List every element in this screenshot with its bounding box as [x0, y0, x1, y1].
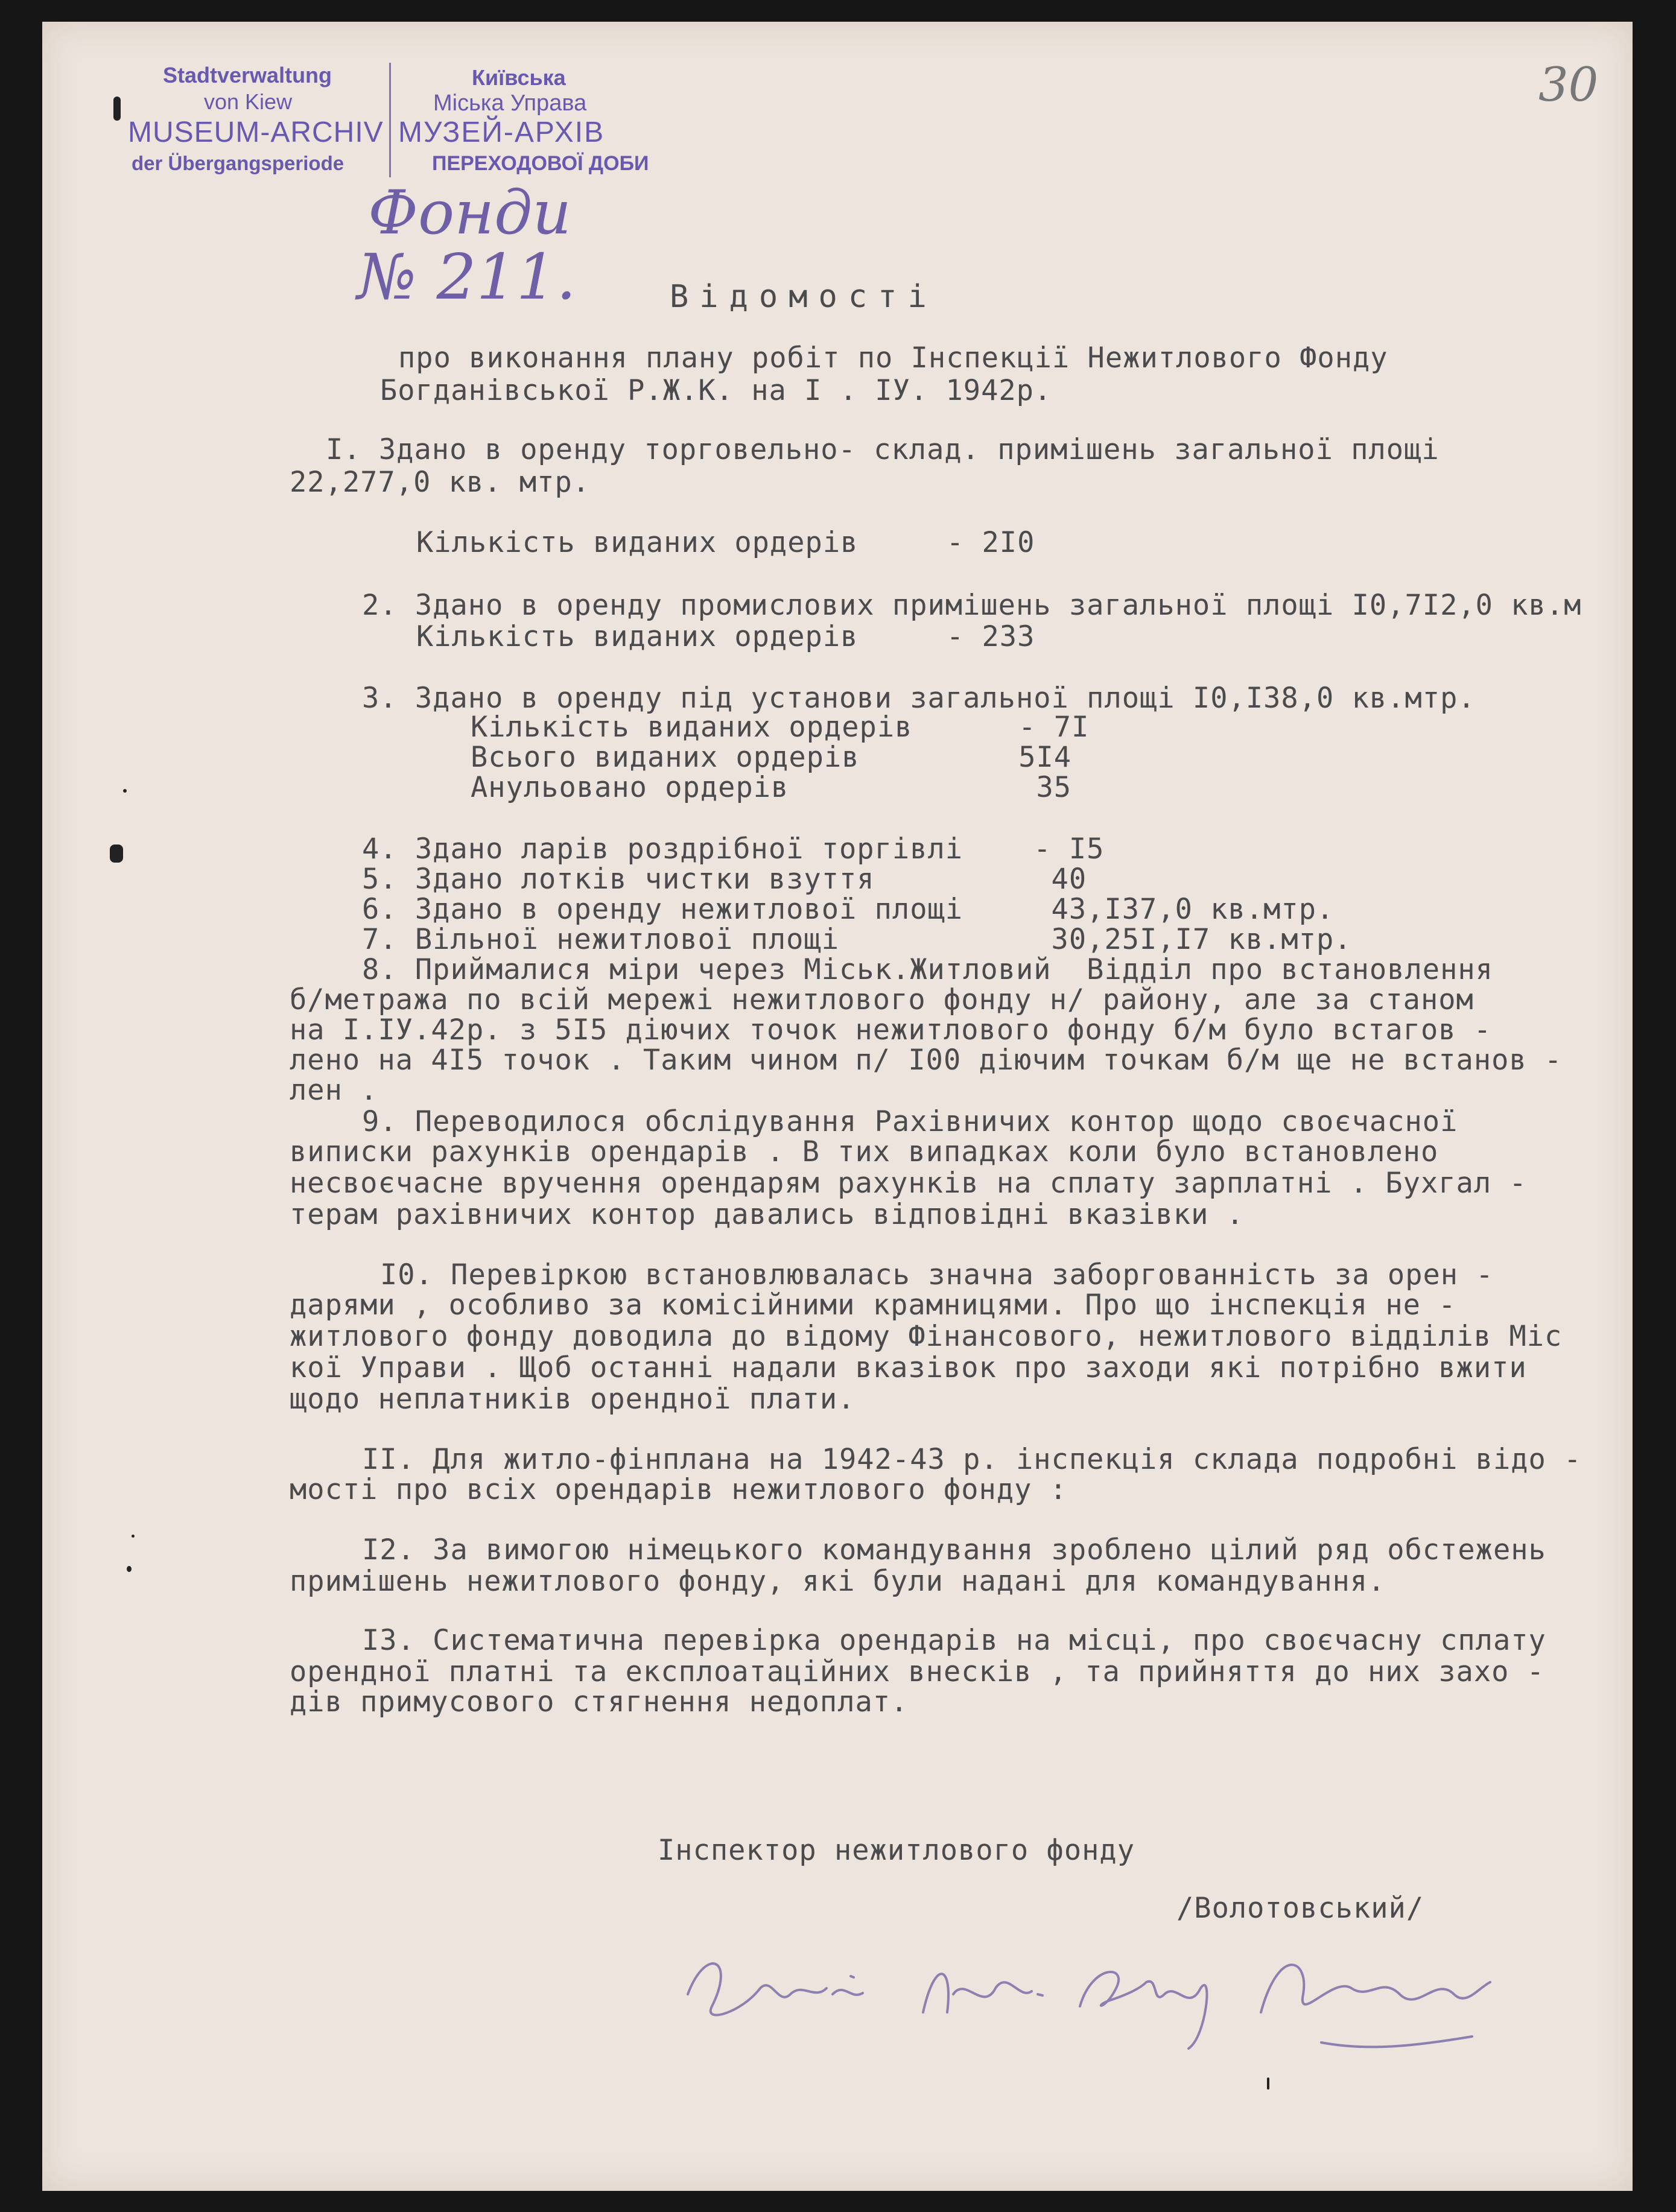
body-line: щодо неплатників орендної плати.: [290, 1383, 855, 1416]
stamp-left-line: der Übergangsperiode: [132, 152, 344, 174]
subtitle-line: Богданівської Р.Ж.К. на І . ІУ. 1942р.: [380, 374, 1052, 407]
body-line: Всього виданих ордерів 5І4: [471, 741, 1072, 774]
paper-speck: [123, 789, 127, 793]
body-line: Анульовано ордерів 35: [471, 771, 1072, 804]
body-line: виписки рахунків орендарів . В тих випадках коли було встановлено: [290, 1135, 1439, 1168]
stamp-right-line: МУЗЕЙ-АРХІВ: [398, 116, 605, 148]
body-line: 3. Здано в оренду під установи загальної площі І0,І38,0 кв.мтр.: [362, 682, 1476, 715]
body-line: 2. Здано в оренду промислових примішень загальної площі І0,7І2,0 кв.м: [362, 589, 1582, 622]
stamp-left-line: Stadtverwaltung: [163, 63, 332, 87]
stamp-right-line: ПЕРЕХОДОВОЇ ДОБИ: [432, 152, 649, 175]
body-line: Кількість виданих ордерів - 233: [416, 620, 1035, 653]
paper-speck: [1267, 2077, 1269, 2090]
body-line: ІЗ. Систематична перевірка орендарів на місці, про своєчасну сплату: [362, 1624, 1546, 1657]
body-line: б/метража по всій мережі нежитлового фонду н/ району, але за станом: [290, 983, 1474, 1016]
body-line: 9. Переводилося обслідування Рахівничих контор щодо своєчасної: [362, 1105, 1458, 1138]
body-line: Кількість виданих ордерів - 2І0: [416, 526, 1035, 559]
body-line: 8. Приймалися міри через Міськ.Житловий Відділ про встановлення: [362, 953, 1493, 986]
document-title: Відомості: [670, 279, 938, 315]
body-line: кої Управи . Щоб останні надали вказівок про заходи які потрібно вжити: [290, 1351, 1527, 1384]
body-line: лено на 4І5 точок . Таким чином п/ І00 діючим точкам б/м ще не встанов -: [290, 1044, 1563, 1077]
stamp-left-line: von Kiew: [204, 89, 293, 114]
body-line: дарями , особливо за комісійними крамницями. Про що інспекція не -: [290, 1288, 1456, 1322]
body-line: житлового фонду доводила до відому Фінансового, нежитлового відділів Міс: [290, 1320, 1563, 1353]
stamp-right-line: Міська Управа: [433, 90, 587, 116]
body-line: дів примусового стягнення недоплат.: [290, 1685, 909, 1719]
stamp-left-line: MUSEUM-ARCHIV: [128, 116, 384, 148]
body-line: на І.ІУ.42р. з 5І5 діючих точок нежитлового фонду б/м було встагов -: [290, 1013, 1492, 1047]
body-line: І2. За вимогою німецького командування зроблено цілий ряд обстежень: [362, 1533, 1546, 1567]
body-line: 7. Вільної нежитлової площі 30,25І,І7 кв.мтр.: [362, 923, 1352, 956]
body-line: несвоєчасне вручення орендарям рахунків на сплату зарплатні . Бухгал -: [290, 1167, 1527, 1200]
body-line: 4. Здано ларів роздрібної торгівлі - І5: [362, 832, 1105, 866]
stamp-divider: [389, 63, 391, 177]
signature-name: /Волотовський/: [1176, 1892, 1424, 1925]
body-line: примішень нежитлового фонду, які були надані для командування.: [290, 1565, 1386, 1598]
fondy-note: Фонди: [368, 177, 571, 248]
signature-title: Інспектор нежитлового фонду: [658, 1834, 1135, 1867]
paper-speck: [110, 845, 123, 863]
fond-number-note: № 211.: [357, 240, 577, 314]
document-page: [42, 22, 1633, 2191]
page-number: 30: [1538, 58, 1599, 112]
paper-speck: [132, 1535, 135, 1538]
subtitle-line: про виконання плану робіт по Інспекції Нежитлового Фонду: [398, 341, 1388, 375]
stamp-right-line: Київська: [472, 65, 566, 90]
paper-speck: [113, 97, 121, 121]
body-line: І0. Перевіркою встановлювалась значна заборгованність за орен -: [380, 1258, 1494, 1291]
body-line: 5. Здано лотків чистки взуття 40: [362, 863, 1087, 896]
body-line: Кількість виданих ордерів - 7І: [471, 711, 1090, 744]
paper-speck: [127, 1566, 132, 1572]
handwritten-signature: [670, 1922, 1514, 2079]
body-line: 6. Здано в оренду нежитлової площі 43,І37,0 кв.мтр.: [362, 893, 1335, 926]
body-line: I. Здано в оренду торговельно- склад. примішень загальної площі: [326, 433, 1440, 466]
body-line: мості про всіх орендарів нежитлового фонду :: [290, 1473, 1068, 1506]
body-line: 22,277,0 кв. мтр.: [290, 466, 591, 499]
body-line: лен .: [290, 1074, 378, 1107]
body-line: терам рахівничих контор давались відповідні вказівки .: [290, 1198, 1245, 1231]
body-line: орендної платні та експлоатаційних внесків , та прийняття до них захо -: [290, 1655, 1545, 1688]
body-line: ІІ. Для житло-фінплана на 1942-43 р. інспекція склада подробні відо -: [362, 1443, 1582, 1476]
